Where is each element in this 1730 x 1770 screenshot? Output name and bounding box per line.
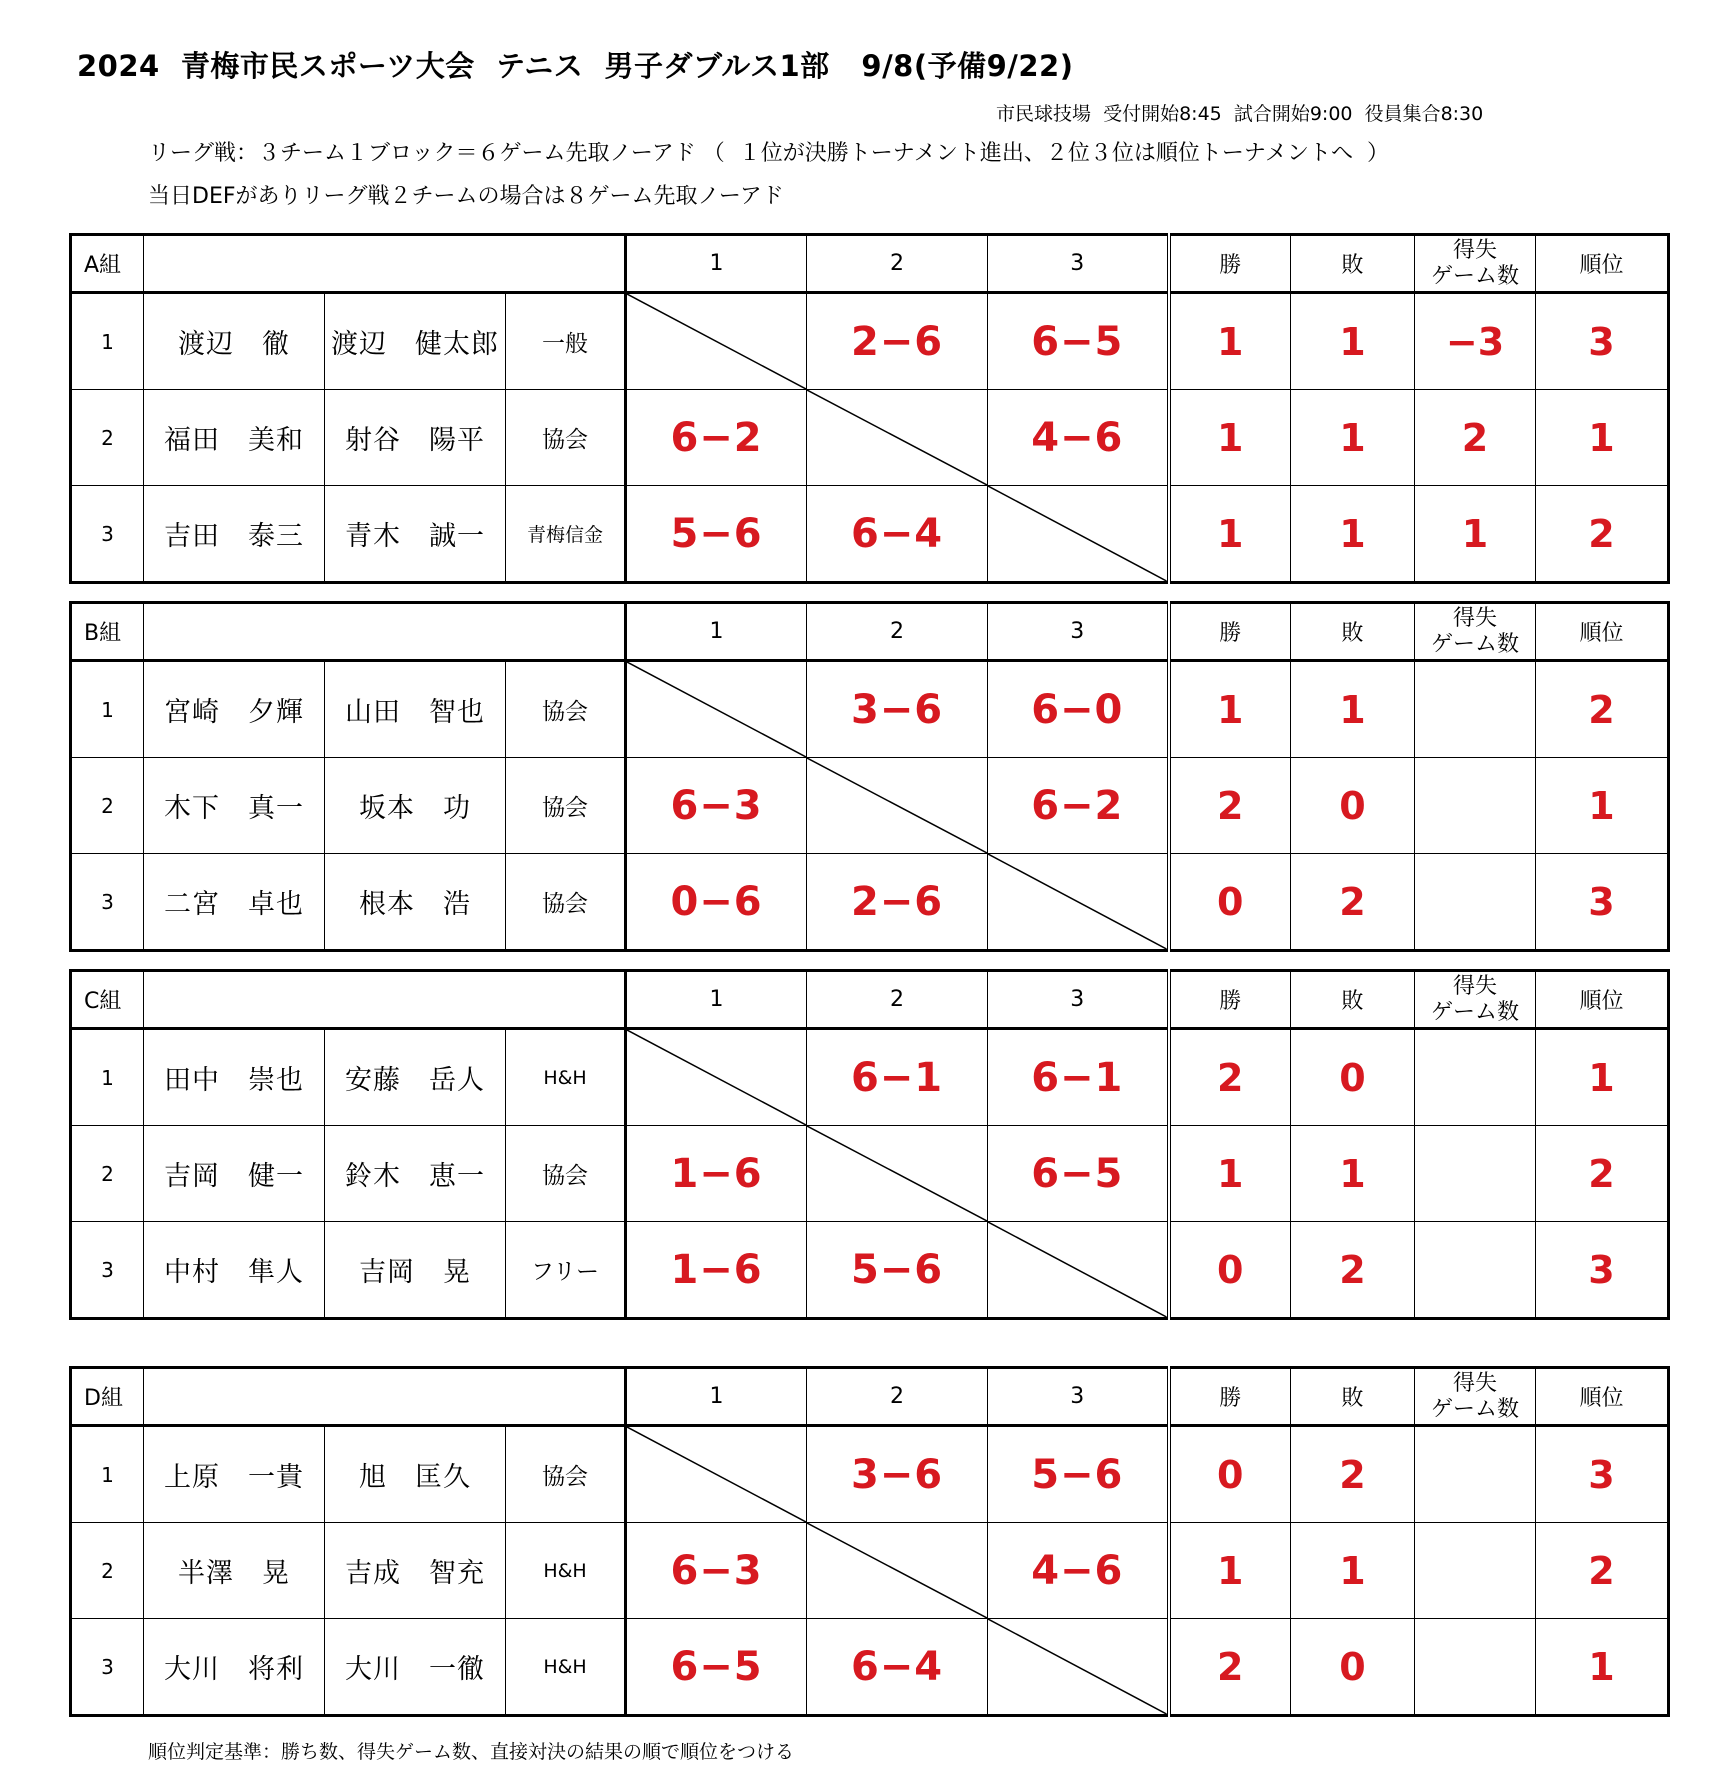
col-opponent-2: 2 [807, 603, 988, 661]
col-opponent-3: 3 [988, 603, 1169, 661]
club-name: 協会 [506, 661, 626, 758]
match-score: 0−6 [626, 854, 807, 951]
rank-value: 2 [1536, 1126, 1669, 1222]
match-score: 6−5 [988, 1126, 1169, 1222]
player-1-name: 二宮 卓也 [144, 854, 325, 951]
player-2-name: 大川 一徹 [325, 1619, 506, 1716]
team-row [71, 486, 1669, 583]
game-diff-value [1415, 1426, 1536, 1523]
team-number: 1 [71, 1426, 144, 1523]
match-score: 6−1 [988, 1029, 1169, 1126]
losses-count: 2 [1291, 854, 1415, 951]
match-score: 6−4 [807, 1619, 988, 1716]
rank-value: 2 [1536, 1523, 1669, 1619]
match-score: 6−2 [626, 390, 807, 486]
col-game-diff-line1: 得失 [1453, 1370, 1498, 1396]
col-opponent-1: 1 [626, 603, 807, 661]
header-blank [144, 971, 626, 1029]
page-title: 2024 青梅市民スポーツ大会 テニス 男子ダブルス1部 9/8(予備9/22) [77, 49, 1074, 83]
col-game-diff-line1: 得失 [1453, 973, 1498, 999]
header-blank [144, 1368, 626, 1426]
rank-value: 2 [1536, 661, 1669, 758]
player-1-name: 吉田 泰三 [144, 486, 325, 583]
match-score: 6−5 [626, 1619, 807, 1716]
col-opponent-1: 1 [626, 971, 807, 1029]
col-game-diff-line2: ゲーム数 [1431, 263, 1520, 289]
rank-value: 3 [1536, 1222, 1669, 1319]
col-losses: 敗 [1291, 1368, 1415, 1426]
wins-count: 2 [1169, 1619, 1291, 1716]
team-row [71, 390, 1669, 486]
match-score: 6−0 [988, 661, 1169, 758]
rank-value: 1 [1536, 390, 1669, 486]
match-score: 3−6 [807, 661, 988, 758]
team-row [71, 1029, 1669, 1126]
col-losses: 敗 [1291, 603, 1415, 661]
self-match-diagonal [807, 1126, 988, 1222]
diagonal-line [807, 1523, 987, 1618]
wins-count: 1 [1169, 293, 1291, 390]
game-diff-value [1415, 661, 1536, 758]
club-name: 協会 [506, 390, 626, 486]
team-number: 1 [71, 661, 144, 758]
self-match-diagonal [988, 486, 1169, 583]
self-match-diagonal [988, 854, 1169, 951]
losses-count: 0 [1291, 758, 1415, 854]
team-row [71, 1222, 1669, 1319]
self-match-diagonal [807, 1523, 988, 1619]
diagonal-line [807, 1126, 987, 1221]
team-number: 3 [71, 854, 144, 951]
player-1-name: 半澤 晃 [144, 1523, 325, 1619]
col-losses: 敗 [1291, 971, 1415, 1029]
col-game-diff-line2: ゲーム数 [1431, 1396, 1520, 1422]
ranking-criteria-note: 順位判定基準：勝ち数、得失ゲーム数、直接対決の結果の順で順位をつける [148, 1741, 795, 1763]
col-wins: 勝 [1169, 1368, 1291, 1426]
col-wins: 勝 [1169, 971, 1291, 1029]
col-game-diff-line1: 得失 [1453, 605, 1498, 631]
match-score: 6−4 [807, 486, 988, 583]
col-game-diff [1415, 235, 1536, 293]
team-row [71, 1619, 1669, 1716]
game-diff-value: 1 [1415, 486, 1536, 583]
self-match-diagonal [988, 1222, 1169, 1319]
self-match-diagonal [626, 661, 807, 758]
diagonal-line [988, 1619, 1167, 1714]
header-blank [144, 235, 626, 293]
player-2-name: 鈴木 恵一 [325, 1126, 506, 1222]
wins-count: 0 [1169, 854, 1291, 951]
team-row [71, 1426, 1669, 1523]
wins-count: 1 [1169, 1126, 1291, 1222]
game-diff-value: 2 [1415, 390, 1536, 486]
col-rank: 順位 [1536, 603, 1669, 661]
wins-count: 2 [1169, 1029, 1291, 1126]
team-number: 2 [71, 1126, 144, 1222]
league-block-1 [69, 601, 1666, 952]
club-name: 協会 [506, 758, 626, 854]
col-opponent-1: 1 [626, 1368, 807, 1426]
player-1-name: 吉岡 健一 [144, 1126, 325, 1222]
header-blank [144, 603, 626, 661]
player-2-name: 吉岡 晃 [325, 1222, 506, 1319]
col-game-diff-line2: ゲーム数 [1431, 631, 1520, 657]
diagonal-line [988, 1222, 1167, 1317]
self-match-diagonal [626, 1029, 807, 1126]
game-diff-value [1415, 1523, 1536, 1619]
game-diff-value [1415, 1222, 1536, 1319]
diagonal-line [988, 486, 1167, 581]
col-opponent-3: 3 [988, 235, 1169, 293]
group-name: B組 [71, 603, 144, 661]
rank-value: 2 [1536, 486, 1669, 583]
diagonal-line [627, 662, 806, 757]
game-diff-value [1415, 758, 1536, 854]
col-game-diff [1415, 603, 1536, 661]
player-2-name: 渡辺 健太郎 [325, 293, 506, 390]
club-name: H&H [506, 1619, 626, 1716]
wins-count: 1 [1169, 390, 1291, 486]
player-2-name: 坂本 功 [325, 758, 506, 854]
club-name: フリー [506, 1222, 626, 1319]
match-score: 3−6 [807, 1426, 988, 1523]
team-row [71, 661, 1669, 758]
group-name: A組 [71, 235, 144, 293]
losses-count: 0 [1291, 1029, 1415, 1126]
club-name: 協会 [506, 1126, 626, 1222]
col-game-diff-line1: 得失 [1453, 237, 1498, 263]
self-match-diagonal [626, 1426, 807, 1523]
col-game-diff [1415, 1368, 1536, 1426]
match-score: 6−5 [988, 293, 1169, 390]
losses-count: 1 [1291, 293, 1415, 390]
self-match-diagonal [988, 1619, 1169, 1716]
diagonal-line [807, 758, 987, 853]
col-opponent-2: 2 [807, 1368, 988, 1426]
player-1-name: 木下 真一 [144, 758, 325, 854]
club-name: 協会 [506, 854, 626, 951]
player-2-name: 山田 智也 [325, 661, 506, 758]
match-score: 6−2 [988, 758, 1169, 854]
col-game-diff [1415, 971, 1536, 1029]
match-score: 6−3 [626, 1523, 807, 1619]
col-opponent-3: 3 [988, 1368, 1169, 1426]
col-rank: 順位 [1536, 1368, 1669, 1426]
match-score: 1−6 [626, 1222, 807, 1319]
league-table [69, 233, 1670, 584]
game-diff-value: −3 [1415, 293, 1536, 390]
match-score: 5−6 [626, 486, 807, 583]
player-2-name: 旭 匡久 [325, 1426, 506, 1523]
player-1-name: 大川 将利 [144, 1619, 325, 1716]
league-rule-line-2: 当日DEFがありリーグ戦２チームの場合は８ゲーム先取ノーアド [148, 184, 784, 209]
team-number: 2 [71, 1523, 144, 1619]
rank-value: 3 [1536, 1426, 1669, 1523]
team-row [71, 1126, 1669, 1222]
game-diff-value [1415, 1029, 1536, 1126]
player-2-name: 吉成 智充 [325, 1523, 506, 1619]
losses-count: 1 [1291, 486, 1415, 583]
match-score: 2−6 [807, 854, 988, 951]
self-match-diagonal [626, 293, 807, 390]
rank-value: 3 [1536, 854, 1669, 951]
col-rank: 順位 [1536, 235, 1669, 293]
diagonal-line [627, 1427, 806, 1522]
col-wins: 勝 [1169, 603, 1291, 661]
group-name: D組 [71, 1368, 144, 1426]
team-row [71, 293, 1669, 390]
player-1-name: 宮崎 夕輝 [144, 661, 325, 758]
losses-count: 1 [1291, 390, 1415, 486]
player-2-name: 青木 誠一 [325, 486, 506, 583]
club-name: H&H [506, 1029, 626, 1126]
league-block-2 [69, 969, 1666, 1320]
wins-count: 0 [1169, 1426, 1291, 1523]
diagonal-line [627, 294, 806, 389]
losses-count: 2 [1291, 1222, 1415, 1319]
match-score: 1−6 [626, 1126, 807, 1222]
league-table [69, 601, 1670, 952]
losses-count: 0 [1291, 1619, 1415, 1716]
team-number: 2 [71, 758, 144, 854]
losses-count: 1 [1291, 1523, 1415, 1619]
game-diff-value [1415, 1126, 1536, 1222]
wins-count: 0 [1169, 1222, 1291, 1319]
losses-count: 1 [1291, 661, 1415, 758]
league-block-3 [69, 1366, 1666, 1717]
rank-value: 1 [1536, 758, 1669, 854]
league-table [69, 969, 1670, 1320]
match-score: 5−6 [807, 1222, 988, 1319]
player-2-name: 安藤 岳人 [325, 1029, 506, 1126]
col-opponent-3: 3 [988, 971, 1169, 1029]
team-row [71, 758, 1669, 854]
league-block-0 [69, 233, 1666, 584]
match-score: 5−6 [988, 1426, 1169, 1523]
rank-value: 3 [1536, 293, 1669, 390]
player-1-name: 田中 崇也 [144, 1029, 325, 1126]
club-name: 一般 [506, 293, 626, 390]
col-game-diff-line2: ゲーム数 [1431, 999, 1520, 1025]
league-rule-line-1: リーグ戦：３チーム１ブロック＝６ゲーム先取ノーアド （ １位が決勝トーナメント進出、２位３位は順位トーナメントへ ） [148, 141, 1390, 166]
wins-count: 2 [1169, 758, 1291, 854]
player-2-name: 射谷 陽平 [325, 390, 506, 486]
col-opponent-2: 2 [807, 235, 988, 293]
self-match-diagonal [807, 758, 988, 854]
team-number: 1 [71, 1029, 144, 1126]
game-diff-value [1415, 854, 1536, 951]
team-number: 3 [71, 1222, 144, 1319]
team-number: 2 [71, 390, 144, 486]
venue-info: 市民球技場 受付開始8:45 試合開始9:00 役員集合8:30 [996, 103, 1484, 125]
league-table [69, 1366, 1670, 1717]
club-name: 青梅信金 [506, 486, 626, 583]
match-score: 4−6 [988, 390, 1169, 486]
group-name: C組 [71, 971, 144, 1029]
player-1-name: 渡辺 徹 [144, 293, 325, 390]
diagonal-line [807, 390, 987, 485]
match-score: 6−3 [626, 758, 807, 854]
diagonal-line [988, 854, 1167, 949]
team-number: 3 [71, 1619, 144, 1716]
team-row [71, 854, 1669, 951]
losses-count: 1 [1291, 1126, 1415, 1222]
player-1-name: 福田 美和 [144, 390, 325, 486]
col-wins: 勝 [1169, 235, 1291, 293]
match-score: 4−6 [988, 1523, 1169, 1619]
club-name: 協会 [506, 1426, 626, 1523]
match-score: 6−1 [807, 1029, 988, 1126]
col-losses: 敗 [1291, 235, 1415, 293]
player-1-name: 中村 隼人 [144, 1222, 325, 1319]
wins-count: 1 [1169, 486, 1291, 583]
player-1-name: 上原 一貴 [144, 1426, 325, 1523]
club-name: H&H [506, 1523, 626, 1619]
rank-value: 1 [1536, 1619, 1669, 1716]
losses-count: 2 [1291, 1426, 1415, 1523]
match-score: 2−6 [807, 293, 988, 390]
wins-count: 1 [1169, 661, 1291, 758]
diagonal-line [627, 1030, 806, 1125]
col-opponent-1: 1 [626, 235, 807, 293]
game-diff-value [1415, 1619, 1536, 1716]
col-rank: 順位 [1536, 971, 1669, 1029]
team-number: 3 [71, 486, 144, 583]
rank-value: 1 [1536, 1029, 1669, 1126]
team-row [71, 1523, 1669, 1619]
self-match-diagonal [807, 390, 988, 486]
col-opponent-2: 2 [807, 971, 988, 1029]
wins-count: 1 [1169, 1523, 1291, 1619]
player-2-name: 根本 浩 [325, 854, 506, 951]
team-number: 1 [71, 293, 144, 390]
